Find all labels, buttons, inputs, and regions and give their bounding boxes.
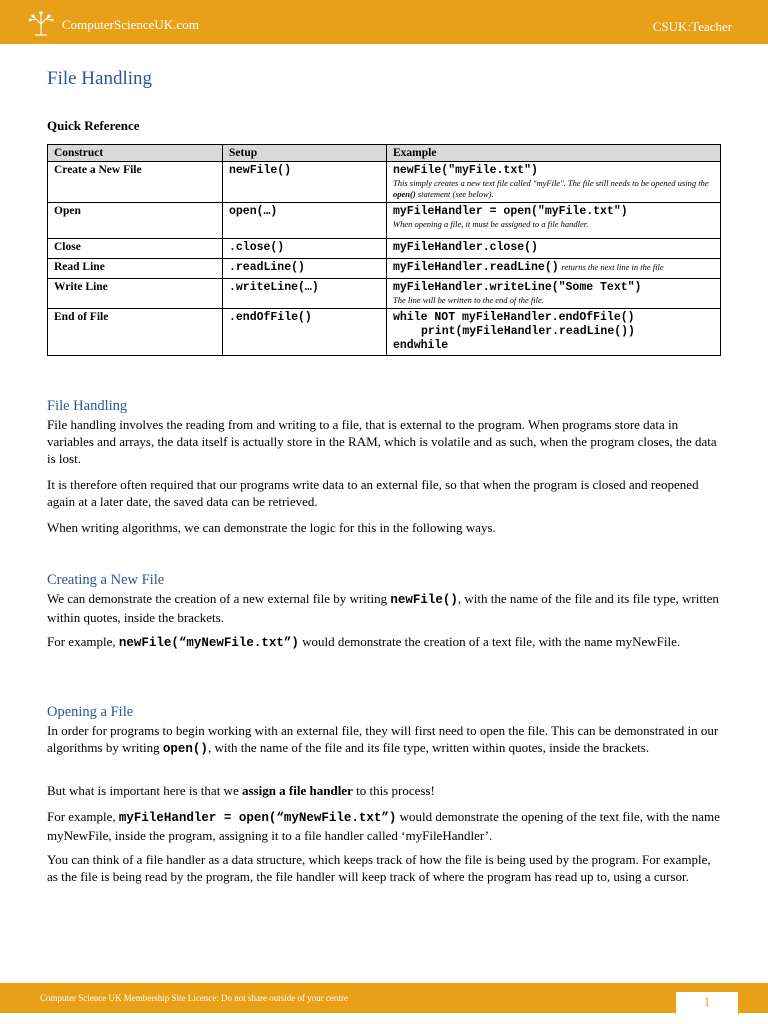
example-note: The line will be written to the end of the file.: [393, 295, 544, 305]
table-row: [48, 162, 721, 203]
text: would demonstrate the opening of the text file, with the name myNewFile, inside the program, assigning it to a file handler called ‘myFileHandler’.: [47, 809, 720, 843]
example-cell: [387, 279, 721, 309]
paragraph: [47, 808, 723, 844]
column-header: Example: [387, 145, 721, 162]
table-row: [48, 259, 721, 279]
example-note: [393, 178, 714, 200]
table-row: [48, 309, 721, 356]
example-code: myFileHandler.readLine(): [393, 261, 559, 274]
text: to this process!: [352, 783, 435, 798]
tree-logo-icon: [26, 10, 56, 36]
construct-cell: Create a New File: [48, 162, 223, 203]
construct-cell: Close: [48, 239, 223, 259]
example-cell: [387, 259, 721, 279]
example-cell: [387, 309, 721, 356]
paragraph: When writing algorithms, we can demonstrate the logic for this in the following ways.: [47, 520, 496, 535]
inline-code: open(): [162, 742, 208, 756]
example-cell: [387, 239, 721, 259]
example-cell: [387, 162, 721, 203]
section-heading-new-file: Creating a New File: [47, 572, 165, 588]
paragraph: [47, 722, 723, 758]
page-header: [0, 0, 768, 44]
setup-code: .writeLine(…): [229, 281, 319, 294]
paragraph: [47, 782, 723, 799]
table-header-row: [48, 145, 721, 162]
construct-cell: Write Line: [48, 279, 223, 309]
paragraph: You can think of a file handler as a data structure, which keeps track of how the file is being used by the program. For example, as the file is being read by the program, the file handler will keep track of where the program has read up to, using a cursor.: [47, 852, 711, 884]
example-code: newFile("myFile.txt"): [393, 164, 538, 177]
page-title: File Handling: [47, 68, 153, 89]
construct-cell: Read Line: [48, 259, 223, 279]
brand-name: ComputerScienceUK.com: [62, 17, 199, 32]
setup-code: .close(): [229, 241, 285, 254]
header-label: CSUK:Teacher: [652, 19, 732, 34]
paragraph: File handling involves the reading from and writing to a file, that is external to the program. When programs store data in variables and arrays, the data itself is actually store in the RAM, which is volatile and as such, when the program closes, the data is lost.: [47, 417, 717, 466]
note-code: open(): [393, 189, 416, 199]
licence-text: Computer Science UK Membership Site Licence: Do not share outside of your centre: [40, 993, 348, 1003]
text: , with the name of the file and its file type, written within quotes, inside the brackets.: [47, 591, 719, 625]
setup-cell: [223, 309, 387, 356]
text: But what is important here is that we: [47, 783, 242, 798]
text: For example,: [47, 634, 119, 649]
paragraph: [47, 590, 723, 626]
quick-reference-table: [47, 144, 721, 356]
example-note: When opening a file, it must be assigned to a file handler.: [393, 219, 589, 229]
inline-code: newFile(): [390, 593, 458, 607]
setup-cell: [223, 162, 387, 203]
text: would demonstrate the creation of a text file, with the name myNewFile.: [298, 634, 681, 649]
setup-cell: [223, 239, 387, 259]
text: In order for programs to begin working with an external file, they will first need to open the file. This can be demonstrated in our algorithms by writing: [47, 723, 719, 755]
setup-code: newFile(): [229, 164, 292, 177]
example-note: returns the next line in the file: [561, 262, 664, 272]
example-code-line: while NOT myFileHandler.endOfFile(): [393, 311, 635, 324]
example-code: myFileHandler = open("myFile.txt"): [393, 205, 628, 218]
section-heading-open-file: Opening a File: [47, 704, 134, 720]
paragraph: It is therefore often required that our programs write data to an external file, so that when the program is closed and reopened again at a later date, the saved data can be retrieved.: [47, 477, 699, 509]
setup-code: .readLine(): [229, 261, 305, 274]
note-text: This simply creates a new text file called "myFile". The file still needs to be opened using the: [393, 178, 709, 188]
page-number-box: [675, 991, 739, 1014]
text: , with the name of the file and its file type, written within quotes, inside the brackets.: [207, 740, 650, 755]
paragraph: [47, 633, 723, 652]
text: We can demonstrate the creation of a new external file by writing: [47, 591, 391, 606]
bold-text: assign a file handler: [241, 783, 353, 798]
table-row: [48, 203, 721, 239]
page-footer: [0, 983, 768, 1013]
setup-cell: [223, 203, 387, 239]
example-code-line: endwhile: [393, 339, 449, 352]
table-row: [48, 239, 721, 259]
text: For example,: [47, 809, 119, 824]
construct-cell: Open: [48, 203, 223, 239]
table-row: [48, 279, 721, 309]
section-heading-file-handling: File Handling: [47, 398, 128, 414]
example-code: myFileHandler.close(): [393, 241, 538, 254]
setup-code: .endOfFile(): [229, 311, 312, 324]
construct-cell: End of File: [48, 309, 223, 356]
example-code-line: print(myFileHandler.readLine()): [421, 325, 635, 338]
setup-cell: [223, 279, 387, 309]
example-cell: [387, 203, 721, 239]
quick-reference-heading: Quick Reference: [47, 118, 140, 133]
setup-cell: [223, 259, 387, 279]
example-code: myFileHandler.writeLine("Some Text"): [393, 281, 642, 294]
inline-code: newFile(“myNewFile.txt”): [118, 636, 299, 650]
inline-code: myFileHandler = open(“myNewFile.txt”): [118, 811, 397, 825]
column-header: Setup: [223, 145, 387, 162]
column-header: Construct: [48, 145, 223, 162]
setup-code: open(…): [229, 205, 278, 218]
page-number: 1: [703, 994, 711, 1009]
note-text: statement (see below).: [415, 189, 494, 199]
